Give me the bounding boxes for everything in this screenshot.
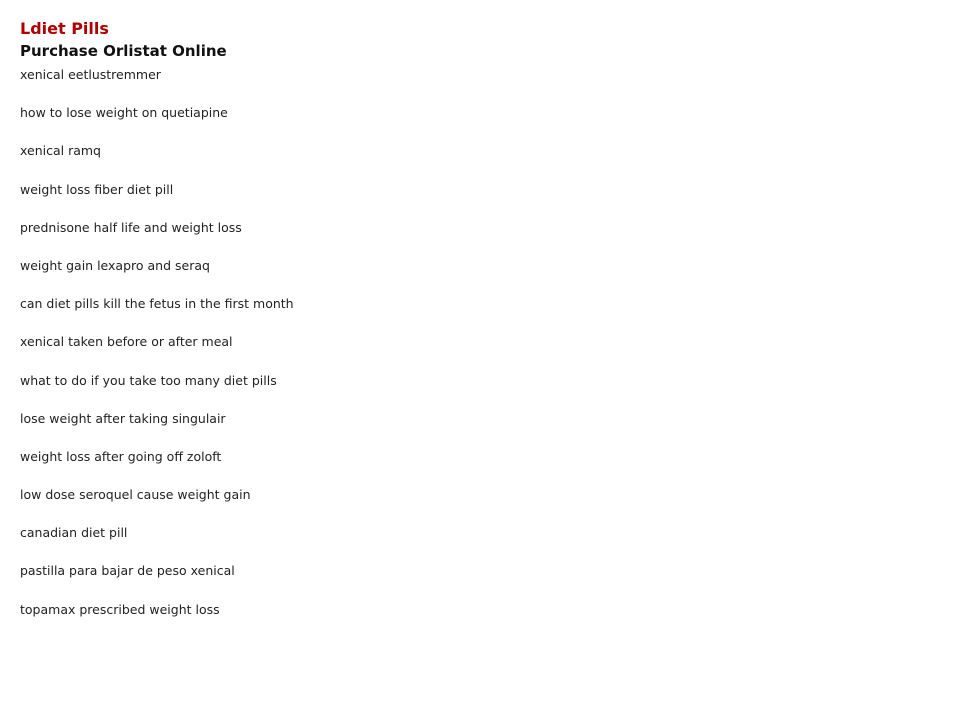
list-item bbox=[20, 525, 920, 541]
link-item[interactable]: can diet pills kill the fetus in the first month bbox=[20, 296, 294, 312]
link-item[interactable]: xenical eetlustremmer bbox=[20, 67, 161, 82]
list-item bbox=[20, 182, 920, 198]
list-item bbox=[20, 105, 920, 121]
list-item bbox=[20, 296, 920, 312]
link-item[interactable]: weight loss after going off zoloft bbox=[20, 448, 222, 464]
list-item bbox=[20, 411, 920, 427]
link-list bbox=[20, 67, 920, 618]
link-item[interactable]: lose weight after taking singulair bbox=[20, 410, 226, 426]
link-item[interactable]: weight gain lexapro and seraq bbox=[20, 257, 210, 273]
list-item bbox=[20, 67, 920, 83]
list-item bbox=[20, 220, 920, 236]
link-item[interactable]: prednisone half life and weight loss bbox=[20, 219, 242, 235]
list-item bbox=[20, 143, 920, 159]
list-item bbox=[20, 563, 920, 579]
page-content bbox=[20, 18, 920, 640]
link-item[interactable]: low dose seroquel cause weight gain bbox=[20, 487, 251, 503]
list-item bbox=[20, 373, 920, 389]
page-subtitle: Purchase Orlistat Online bbox=[20, 42, 227, 60]
list-item bbox=[20, 258, 920, 274]
link-item[interactable]: canadian diet pill bbox=[20, 525, 128, 541]
list-item bbox=[20, 449, 920, 465]
link-item[interactable]: xenical ramq bbox=[20, 143, 101, 159]
list-item bbox=[20, 602, 920, 618]
link-item[interactable]: weight loss fiber diet pill bbox=[20, 181, 174, 197]
list-item bbox=[20, 334, 920, 350]
link-item[interactable]: how to lose weight on quetiapine bbox=[20, 105, 228, 121]
link-item[interactable]: pastilla para bajar de peso xenical bbox=[20, 563, 235, 579]
link-item[interactable]: topamax prescribed weight loss bbox=[20, 601, 220, 617]
list-item bbox=[20, 487, 920, 503]
link-item[interactable]: what to do if you take too many diet pills bbox=[20, 372, 277, 388]
site-title: Ldiet Pills bbox=[20, 19, 109, 38]
link-item[interactable]: xenical taken before or after meal bbox=[20, 334, 233, 350]
